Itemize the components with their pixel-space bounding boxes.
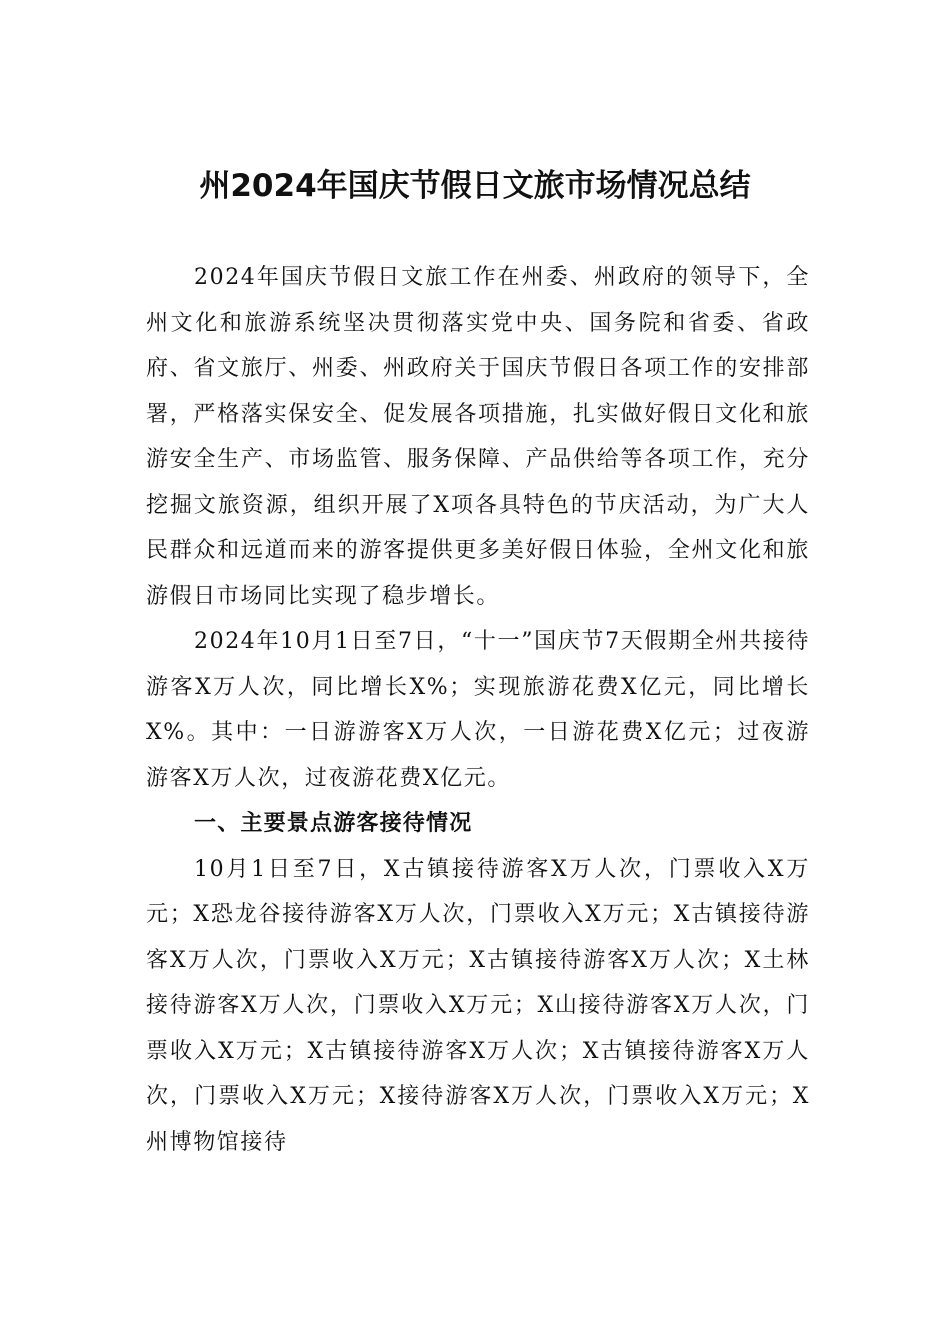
document-body <box>146 255 810 1165</box>
paragraph-scenic-spots: 10月1日至7日，X古镇接待游客X万人次，门票收入X万元；X恐龙谷接待游客X万人次，门票收入X万元；X古镇接待游客X万人次，门票收入X万元；X古镇接待游客X万人次；X土林接待游客X万人次，门票收入X万元；X山接待游客X万人次，门票收入X万元；X古镇接待游客X万人次；X古镇接待游客X万人次，门票收入X万元；X接待游客X万人次，门票收入X万元；X州博物馆接待 <box>146 856 810 1155</box>
section-heading-scenic-spots: 一、主要景点游客接待情况 <box>194 811 473 836</box>
paragraph-statistics: 2024年10月1日至7日，“十一”国庆节7天假期全州共接待游客X万人次，同比增长X%；实现旅游花费X亿元，同比增长X%。其中：一日游游客X万人次，一日游花费X亿元；过夜游游客X万人次，过夜游花费X亿元。 <box>146 629 810 791</box>
paragraph-intro: 2024年国庆节假日文旅工作在州委、州政府的领导下，全州文化和旅游系统坚决贯彻落实党中央、国务院和省委、省政府、省文旅厅、州委、州政府关于国庆节假日各项工作的安排部署，严格落实保安全、促发展各项措施，扎实做好假日文化和旅游安全生产、市场监管、服务保障、产品供给等各项工作，充分挖掘文旅资源，组织开展了X项各具特色的节庆活动，为广大人民群众和远道而来的游客提供更多美好假日体验，全州文化和旅游假日市场同比实现了稳步增长。 <box>146 265 810 609</box>
document-title: 州2024年国庆节假日文旅市场情况总结 <box>199 168 751 204</box>
